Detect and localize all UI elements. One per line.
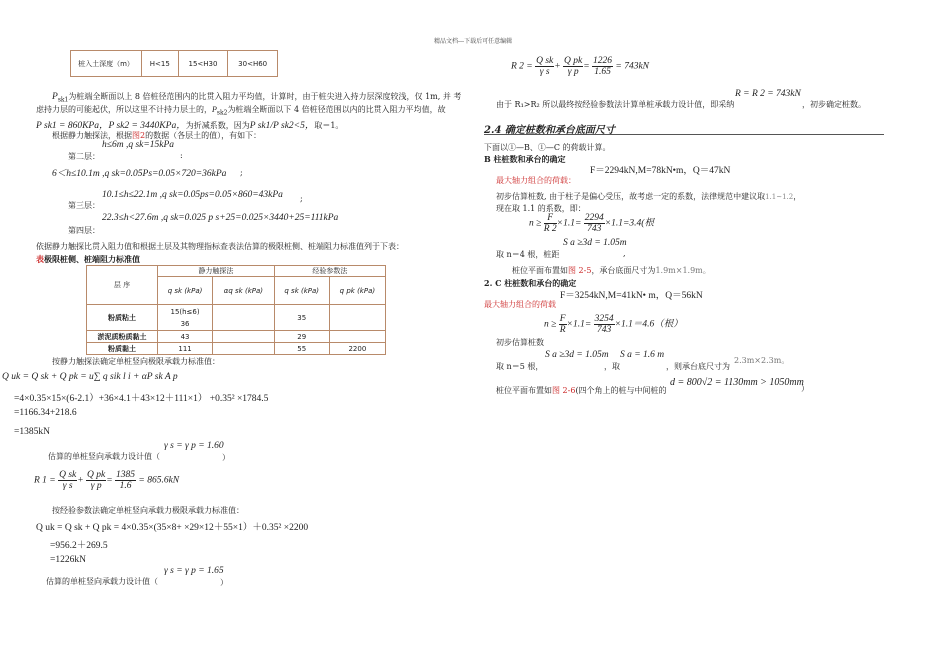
c-sa2: S a = 1.6 m bbox=[620, 350, 665, 360]
static-eq-4: =1385kN bbox=[14, 427, 50, 437]
b-text-2: 现在取 1.1 的系数，即： bbox=[496, 204, 586, 213]
row-cell: 55 bbox=[274, 343, 329, 355]
b-n-equation: n ≥ $\frac{F}{R 2}$ ×1.1= $\frac{2294}{743}$ ×1.1=3.4(根 bbox=[529, 213, 654, 234]
para-psk1: $P_{sk1}$为桩端全断面以上 8 倍桩径范围内的比贯入阻力平均值，计算时，由于桩尖进入持力层深度较浅，仅 1m, 并 考 bbox=[52, 92, 462, 104]
th-qpk: q pk (kPa) bbox=[329, 277, 385, 305]
colon-1: : bbox=[180, 151, 183, 160]
c-layout: 桩位平面布置如图 2-6(四个角上的桩与中间桩的 bbox=[496, 386, 667, 395]
r-final: R = R 2 = 743kN bbox=[735, 89, 801, 99]
exp-eq-3: =1226kN bbox=[50, 555, 86, 565]
c-dist: d = 800√2 = 1130mm > 1050mm bbox=[670, 377, 804, 388]
gamma-2: γ s = γ p = 1.65 bbox=[164, 566, 224, 576]
comma-1: , bbox=[623, 249, 626, 258]
depth-col-3: 30<H60 bbox=[228, 51, 278, 77]
c-take: 取 n＝5 根， bbox=[496, 362, 544, 371]
row-name: 淤泥质粉质黏土 bbox=[87, 331, 158, 343]
gamma-1: γ s = γ p = 1.60 bbox=[164, 441, 224, 451]
c-take-3: ，则承台底尺寸为 bbox=[666, 362, 730, 371]
depth-col-2: 15<H30 bbox=[178, 51, 228, 77]
section-rule bbox=[484, 134, 884, 135]
depth-header: 桩入土深度（m） bbox=[71, 51, 142, 77]
page-header: 精品文档---下载后可任意编辑 bbox=[434, 38, 513, 45]
paren-1: ） bbox=[222, 453, 230, 462]
row-cell bbox=[213, 343, 275, 355]
layer4-label: 第四层： bbox=[68, 226, 100, 235]
th-aqsk: αq sk (kPa) bbox=[213, 277, 275, 305]
loads-text: 下面以①—B、①—C 的荷载计算。 bbox=[484, 143, 611, 152]
layer2-eq: h≤6m ,q sk=15kPa bbox=[102, 140, 175, 150]
colon-3: ; bbox=[300, 194, 303, 203]
row-cell bbox=[213, 331, 275, 343]
b-red-label: 最大轴力组合的荷载： bbox=[496, 176, 576, 185]
row-cell: 29 bbox=[274, 331, 329, 343]
resistance-table bbox=[86, 265, 386, 355]
static-eq-3: =1166.34+218.6 bbox=[14, 408, 77, 418]
table-caption: 表极限桩侧、桩端阻力标准值 bbox=[36, 254, 140, 264]
static-eq-2: =4×0.35×15×(6-2.1）+36×4.1＋43×12＋111×1） +0.35² ×1784.5 bbox=[14, 394, 269, 404]
row-name: 粉质粘土 bbox=[87, 305, 158, 331]
c-n-equation: n ≥ $\frac{F}{R}$ ×1.1= $\frac{3254}{743}$ ×1.1＝4.6（根） bbox=[544, 314, 683, 335]
b-layout: 桩位平面布置如图 2-5，承台底面尺寸为1.9m×1.9m。 bbox=[512, 266, 711, 275]
b-title: B 柱桩数和承台的确定 bbox=[484, 154, 566, 164]
th-qsk: q sk (kPa) bbox=[158, 277, 213, 305]
design-value-1: 估算的单桩竖向承载力设计值（ bbox=[48, 452, 160, 461]
row-cell: 111 bbox=[158, 343, 213, 355]
layer4-eq: 22.3≤h<27.6m ,q sk=0.025 p s+25=0.025×3440+25=111kPa bbox=[102, 213, 339, 223]
exp-eq-2: =956.2＋269.5 bbox=[50, 541, 108, 551]
row-cell bbox=[329, 305, 385, 331]
row-cell: 2200 bbox=[329, 343, 385, 355]
c-red-label: 最大轴力组合的荷载 bbox=[484, 300, 556, 309]
since-text: 由于 R₁>R₂ 所以最终按经验参数法计算单桩承载力设计值，即采纳 bbox=[496, 100, 735, 109]
row-cell: 43 bbox=[158, 331, 213, 343]
table-row bbox=[87, 305, 386, 331]
section-title: 2.4 确定桩数和承台底面尺寸 bbox=[484, 125, 615, 136]
c-close: ） bbox=[801, 384, 809, 393]
c-est: 初步估算桩数 bbox=[496, 338, 544, 347]
row-name: 粉质黏土 bbox=[87, 343, 158, 355]
layer2b-eq: 6＜h≤10.1m ,q sk=0.05Ps=0.05×720=36kPa bbox=[52, 169, 227, 179]
b-sa: S a ≥3d = 1.05m bbox=[563, 238, 627, 248]
row-cell bbox=[329, 331, 385, 343]
layer2-label: 第二层： bbox=[68, 152, 100, 161]
row-cell bbox=[213, 305, 275, 331]
b-take: 取 n＝4 根，桩距 bbox=[496, 250, 560, 259]
since-end: ，初步确定桩数。 bbox=[802, 100, 866, 109]
row-cell: 35 bbox=[274, 305, 329, 331]
paren-2: ） bbox=[220, 578, 228, 587]
row-cell: 15(h≤6) 36 bbox=[158, 305, 213, 331]
b-text-1: 初步估算桩数, 由于柱子是偏心受压，故考虑一定的系数，法律规范中建议取1.1~1.2， bbox=[496, 192, 802, 201]
layer3-eq: 10.1≤h≤22.1m ,q sk=0.05ps=0.05×860=43kPa bbox=[102, 190, 283, 200]
table-intro: 依据静力触探比贯入阻力值和根据土层及其物理指标查表法估算的极限桩侧、桩端阻力标准值列于下表： bbox=[36, 242, 404, 251]
table-row bbox=[87, 343, 386, 355]
layer3-label: 第三层： bbox=[68, 201, 100, 210]
th-layer: 层 序 bbox=[87, 266, 158, 305]
fig-ref-2[interactable]: 图2 bbox=[132, 131, 146, 140]
para-basis: 根据静力触探法，根据图2的数据（各层土的值），有如下： bbox=[52, 131, 262, 140]
colon-2: ; bbox=[240, 168, 243, 177]
exp-eq-1: Q uk = Q sk + Q pk = 4×0.35×(35×8+ ×29×12＋55×1）＋0.35² ×2200 bbox=[36, 523, 309, 533]
static-eq-1: Q uk = Q sk + Q pk = u∑ q sik l i + αP sk A p bbox=[2, 372, 178, 382]
c-title: 2. C 柱桩数和承台的确定 bbox=[484, 278, 577, 288]
fig-ref-2-6[interactable]: 图 2-6 bbox=[552, 386, 576, 395]
para-psk2: 虑持力层的可能起伏，所以这里不计持力层土的，$P_{sk2}$为桩端全断面以下 4 倍桩径范围以内的比贯入阻力平均值，故 bbox=[36, 105, 446, 117]
th-experience: 经验参数法 bbox=[274, 266, 385, 277]
c-forces: F＝3254kN,M=41kN• m，Q＝56kN bbox=[560, 291, 703, 301]
c-take-2: ，取 bbox=[604, 362, 620, 371]
c-size: 2.3m×2.3m。 bbox=[734, 356, 790, 365]
static-title: 按静力触探法确定单桩竖向极限承载力标准值： bbox=[52, 357, 220, 366]
depth-table bbox=[70, 50, 278, 77]
r2-equation: R 2 = $\frac{\text{Q sk}}{\text{γ s}}$ + $\frac{\text{Q pk}}{\text{γ p}}$ = $\frac{1226}{1.65}$ = 743kN bbox=[511, 56, 650, 77]
c-sa: S a ≥3d = 1.05m bbox=[545, 350, 609, 360]
th-qsk-exp: q sk (kPa) bbox=[274, 277, 329, 305]
exp-title: 按经验参数法确定单桩竖向承载力极限承载力标准值： bbox=[52, 506, 244, 515]
para-values: P sk1 = 860KPa，P sk2 = 3440KPa，为折减系数，因为P sk1/P sk2<5，取＝1。 bbox=[36, 121, 344, 131]
design-value-2: 估算的单桩竖向承载力设计值（ bbox=[46, 577, 158, 586]
b-forces: F＝2294kN,M=78kN•m，Q＝47kN bbox=[590, 166, 731, 176]
r1-equation: R 1 = $\frac{\text{Q sk}}{\text{γ s}}$ + $\frac{\text{Q pk}}{\text{γ p}}$ = $\frac{1385}{1.6}$ = 865.6kN bbox=[34, 470, 180, 491]
depth-col-1: H<15 bbox=[142, 51, 179, 77]
th-static: 静力触探法 bbox=[158, 266, 275, 277]
fig-ref-2-5[interactable]: 图 2-5 bbox=[568, 266, 592, 275]
table-row bbox=[87, 331, 386, 343]
